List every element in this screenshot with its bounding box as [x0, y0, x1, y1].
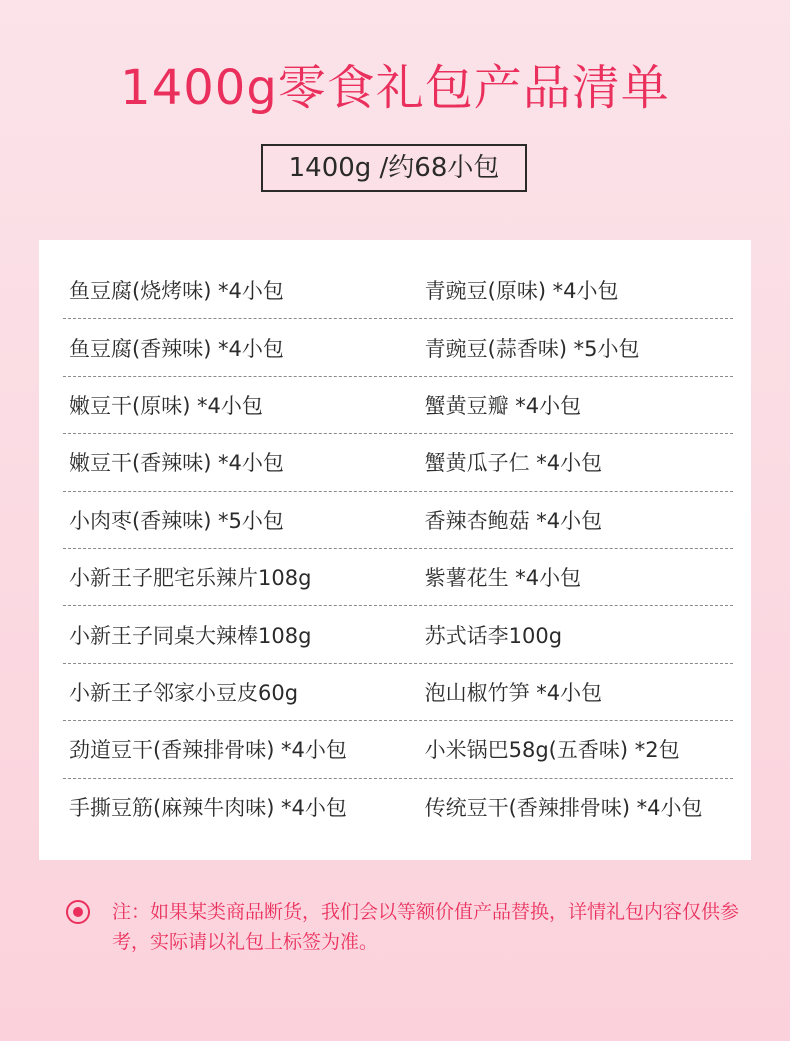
weight-summary-box: 1400g /约68小包 [261, 144, 527, 192]
disclaimer-text: 注：如果某类商品断货，我们会以等额价值产品替换，详情礼包内容仅供参考，实际请以礼包上标签为准。 [112, 901, 740, 953]
product-item: 青豌豆(蒜香味) *5小包 [424, 336, 640, 361]
product-item: 小新王子同桌大辣棒108g [69, 623, 312, 648]
product-item: 鱼豆腐(烧烤味) *4小包 [69, 279, 284, 304]
radio-dot-icon [66, 900, 90, 924]
product-item: 小新王子肥宅乐辣片108g [69, 566, 312, 591]
product-item: 劲道豆干(香辣排骨味) *4小包 [69, 738, 347, 763]
product-item: 鱼豆腐(香辣味) *4小包 [69, 336, 284, 361]
product-list [63, 262, 733, 836]
product-item: 小肉枣(香辣味) *5小包 [69, 508, 284, 533]
page-title: 1400g零食礼包产品清单 [120, 60, 670, 116]
product-item: 小米锅巴58g(五香味) *2包 [424, 738, 680, 763]
list-row [63, 664, 733, 721]
product-item: 香辣杏鲍菇 *4小包 [424, 508, 603, 533]
list-row [63, 549, 733, 606]
product-item: 手撕豆筋(麻辣牛肉味) *4小包 [69, 796, 347, 821]
product-item: 小新王子邻家小豆皮60g [69, 680, 299, 705]
list-row [63, 492, 733, 549]
list-row [63, 434, 733, 491]
product-item: 紫薯花生 *4小包 [424, 566, 582, 591]
product-item: 传统豆干(香辣排骨味) *4小包 [424, 796, 703, 821]
list-row [63, 377, 733, 434]
product-item: 青豌豆(原味) *4小包 [424, 279, 619, 304]
list-row [63, 779, 733, 836]
product-item: 嫩豆干(原味) *4小包 [69, 393, 263, 418]
product-item: 泡山椒竹笋 *4小包 [424, 680, 603, 705]
product-item: 苏式话李100g [424, 623, 563, 648]
product-item: 蟹黄瓜子仁 *4小包 [424, 451, 603, 476]
list-row [63, 319, 733, 376]
list-row [63, 606, 733, 663]
list-row [63, 721, 733, 778]
list-row [63, 262, 733, 319]
product-item: 蟹黄豆瓣 *4小包 [424, 393, 582, 418]
product-item: 嫩豆干(香辣味) *4小包 [69, 451, 284, 476]
